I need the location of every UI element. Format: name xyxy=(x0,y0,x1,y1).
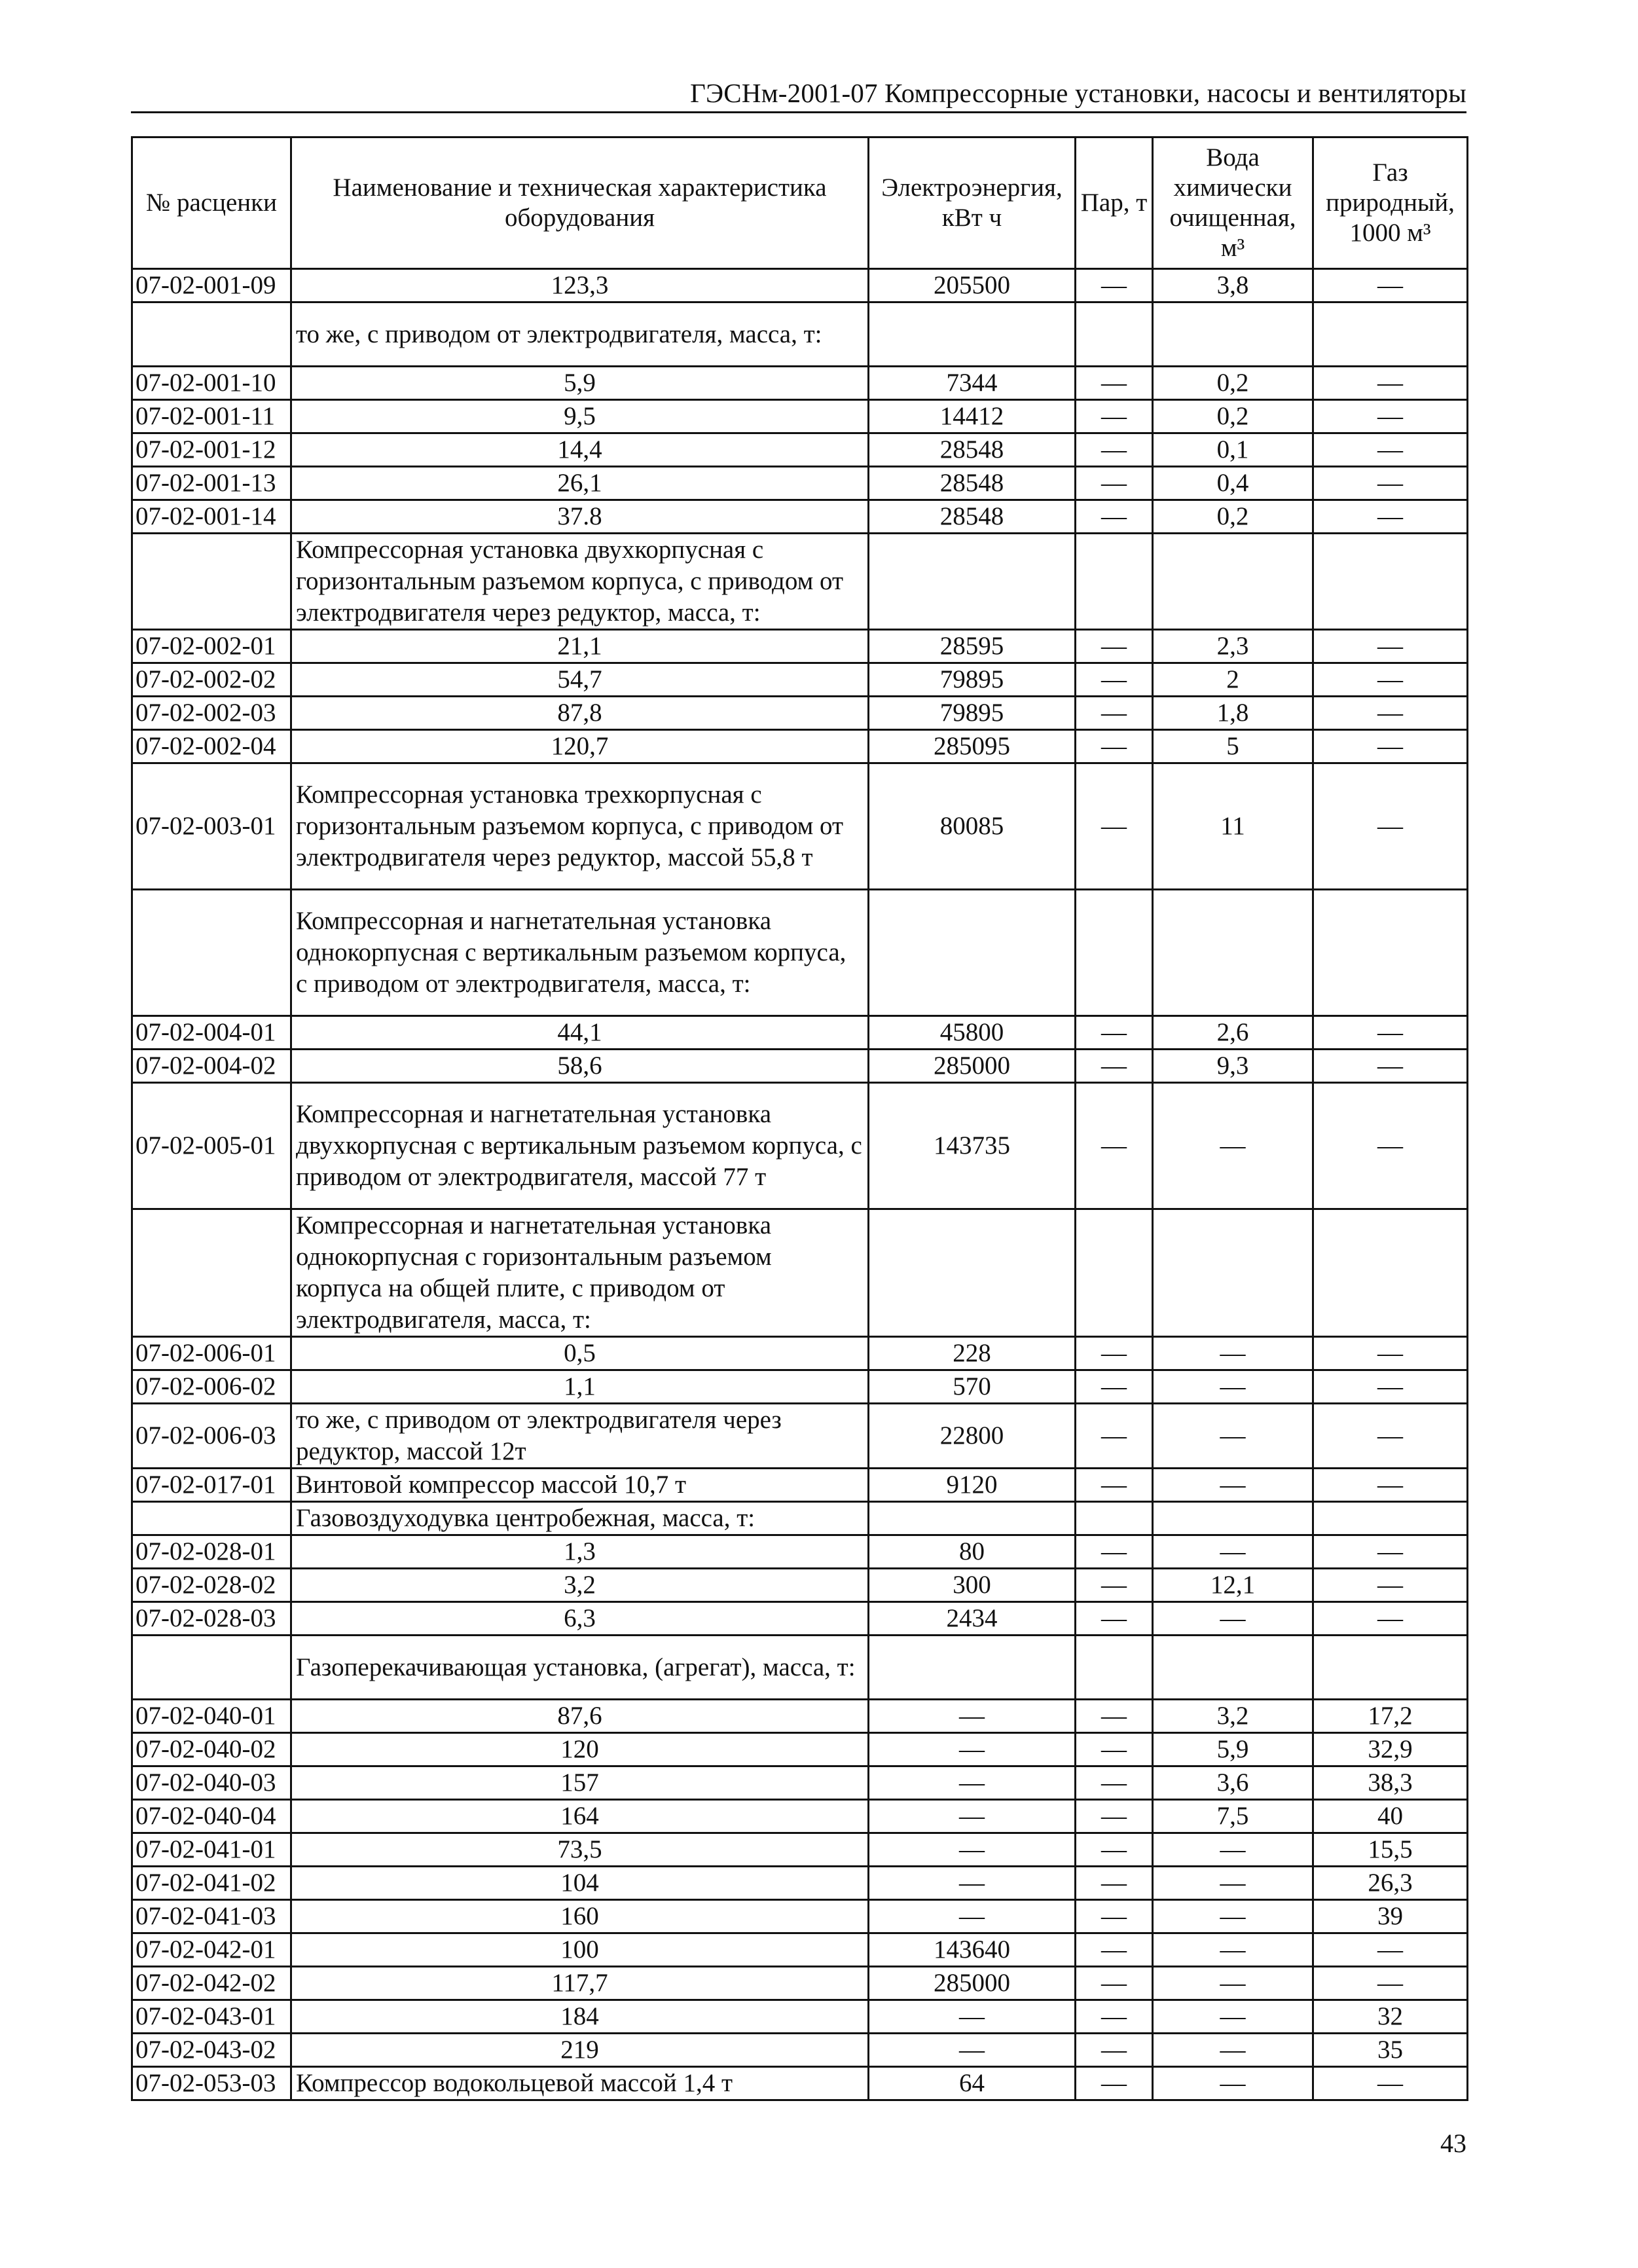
table-row xyxy=(132,433,1468,467)
cell-electricity: 28548 xyxy=(869,500,1076,534)
table-row xyxy=(132,1967,1468,2000)
cell-code: 07-02-017-01 xyxy=(132,1469,291,1502)
table-row xyxy=(132,1602,1468,1636)
table-row xyxy=(132,1502,1468,1535)
table-body xyxy=(132,269,1468,2100)
cell-water xyxy=(1153,302,1313,367)
cell-water: 12,1 xyxy=(1153,1569,1313,1602)
cell-water: 2 xyxy=(1153,663,1313,697)
cell-name: 184 xyxy=(291,2000,869,2034)
cell-steam: — xyxy=(1076,630,1153,663)
cell-water: — xyxy=(1153,2034,1313,2067)
cell-electricity: 64 xyxy=(869,2067,1076,2100)
cell-steam: — xyxy=(1076,1933,1153,1967)
cell-name: 54,7 xyxy=(291,663,869,697)
table-row xyxy=(132,2000,1468,2034)
cell-code xyxy=(132,534,291,630)
cell-steam: — xyxy=(1076,697,1153,730)
cell-steam: — xyxy=(1076,500,1153,534)
cell-code: 07-02-002-02 xyxy=(132,663,291,697)
cell-electricity: 79895 xyxy=(869,663,1076,697)
cell-gas: — xyxy=(1313,1050,1468,1083)
cell-name: 104 xyxy=(291,1867,869,1900)
table-row xyxy=(132,1569,1468,1602)
table-row xyxy=(132,2034,1468,2067)
cell-name: 123,3 xyxy=(291,269,869,302)
cell-name: 120 xyxy=(291,1733,869,1766)
cell-code: 07-02-028-02 xyxy=(132,1569,291,1602)
cell-steam: — xyxy=(1076,467,1153,500)
cell-water: — xyxy=(1153,2067,1313,2100)
cell-electricity: 80085 xyxy=(869,763,1076,890)
cell-water: 0,2 xyxy=(1153,500,1313,534)
cell-steam: — xyxy=(1076,1050,1153,1083)
cell-code: 07-02-040-04 xyxy=(132,1800,291,1833)
cell-gas: 40 xyxy=(1313,1800,1468,1833)
cell-name: 120,7 xyxy=(291,730,869,763)
cell-gas xyxy=(1313,1502,1468,1535)
cell-gas: — xyxy=(1313,467,1468,500)
cell-steam: — xyxy=(1076,763,1153,890)
cell-code: 07-02-003-01 xyxy=(132,763,291,890)
cell-gas: — xyxy=(1313,663,1468,697)
table-row xyxy=(132,1800,1468,1833)
cell-water: — xyxy=(1153,1900,1313,1933)
cell-code: 07-02-042-02 xyxy=(132,1967,291,2000)
cell-code: 07-02-004-02 xyxy=(132,1050,291,1083)
cell-water: — xyxy=(1153,2000,1313,2034)
cell-water: — xyxy=(1153,1337,1313,1370)
cell-steam: — xyxy=(1076,400,1153,433)
cell-gas xyxy=(1313,302,1468,367)
cell-name: 1,3 xyxy=(291,1535,869,1569)
cell-steam: — xyxy=(1076,1733,1153,1766)
cell-water: 3,6 xyxy=(1153,1766,1313,1800)
table-row xyxy=(132,890,1468,1016)
cell-water xyxy=(1153,890,1313,1016)
cell-steam: — xyxy=(1076,367,1153,400)
table-row xyxy=(132,1535,1468,1569)
table-row xyxy=(132,1867,1468,1900)
cell-code: 07-02-001-09 xyxy=(132,269,291,302)
cell-electricity: 14412 xyxy=(869,400,1076,433)
cell-name: 5,9 xyxy=(291,367,869,400)
cell-gas: — xyxy=(1313,763,1468,890)
col-header-name-label: Наименование и техническая характеристика оборудования xyxy=(333,174,827,232)
cell-electricity: — xyxy=(869,2000,1076,2034)
cell-water: 0,2 xyxy=(1153,367,1313,400)
cell-electricity: 45800 xyxy=(869,1016,1076,1050)
table-row xyxy=(132,1933,1468,1967)
cell-electricity: 80 xyxy=(869,1535,1076,1569)
cell-code: 07-02-041-02 xyxy=(132,1867,291,1900)
cell-name: 219 xyxy=(291,2034,869,2067)
cell-steam: — xyxy=(1076,1967,1153,2000)
cell-water: — xyxy=(1153,1833,1313,1867)
table-row xyxy=(132,1337,1468,1370)
header-rule xyxy=(131,111,1466,113)
cell-name: то же, с приводом от электродвигателя через редуктор, массой 12т xyxy=(291,1404,869,1469)
table-row xyxy=(132,534,1468,630)
cell-water: — xyxy=(1153,1469,1313,1502)
cell-gas: 15,5 xyxy=(1313,1833,1468,1867)
cell-gas: 38,3 xyxy=(1313,1766,1468,1800)
cell-gas xyxy=(1313,534,1468,630)
cell-code: 07-02-053-03 xyxy=(132,2067,291,2100)
cell-electricity: 285000 xyxy=(869,1050,1076,1083)
cell-gas: — xyxy=(1313,367,1468,400)
cell-steam: — xyxy=(1076,663,1153,697)
cell-code: 07-02-001-11 xyxy=(132,400,291,433)
cell-steam: — xyxy=(1076,1016,1153,1050)
cell-name: 26,1 xyxy=(291,467,869,500)
resource-table xyxy=(131,136,1468,2101)
table-header-row xyxy=(132,137,1468,269)
cell-code: 07-02-002-03 xyxy=(132,697,291,730)
table-row xyxy=(132,763,1468,890)
cell-gas: — xyxy=(1313,1404,1468,1469)
cell-electricity: — xyxy=(869,1833,1076,1867)
cell-electricity: 22800 xyxy=(869,1404,1076,1469)
cell-water: 2,3 xyxy=(1153,630,1313,663)
cell-code: 07-02-028-01 xyxy=(132,1535,291,1569)
cell-water: 1,8 xyxy=(1153,697,1313,730)
col-header-water-label: Вода химически очищенная, м³ xyxy=(1169,143,1296,262)
table-row xyxy=(132,1469,1468,1502)
cell-name: 160 xyxy=(291,1900,869,1933)
table-row xyxy=(132,730,1468,763)
cell-steam xyxy=(1076,302,1153,367)
cell-steam: — xyxy=(1076,1900,1153,1933)
cell-steam: — xyxy=(1076,1370,1153,1404)
cell-water: 3,8 xyxy=(1153,269,1313,302)
cell-gas: 32 xyxy=(1313,2000,1468,2034)
cell-steam xyxy=(1076,534,1153,630)
col-header-code xyxy=(132,137,291,269)
cell-steam: — xyxy=(1076,433,1153,467)
cell-electricity: 28548 xyxy=(869,433,1076,467)
cell-steam: — xyxy=(1076,1404,1153,1469)
cell-code: 07-02-028-03 xyxy=(132,1602,291,1636)
cell-name: 44,1 xyxy=(291,1016,869,1050)
cell-water: 5 xyxy=(1153,730,1313,763)
cell-electricity xyxy=(869,534,1076,630)
cell-gas: — xyxy=(1313,630,1468,663)
cell-gas: 32,9 xyxy=(1313,1733,1468,1766)
cell-name: то же, с приводом от электродвигателя, масса, т: xyxy=(291,302,869,367)
cell-steam xyxy=(1076,1502,1153,1535)
cell-name: 164 xyxy=(291,1800,869,1833)
cell-code xyxy=(132,1502,291,1535)
cell-steam: — xyxy=(1076,1700,1153,1733)
cell-code: 07-02-043-02 xyxy=(132,2034,291,2067)
cell-name: Компрессорная и нагнетательная установка двухкорпусная с вертикальным разъемом корпуса, с приводом от электродвигателя, массой 77 т xyxy=(291,1083,869,1209)
cell-gas: 39 xyxy=(1313,1900,1468,1933)
table-row xyxy=(132,367,1468,400)
cell-electricity xyxy=(869,1636,1076,1700)
page-number: 43 xyxy=(1440,2129,1466,2158)
cell-water: 11 xyxy=(1153,763,1313,890)
cell-electricity: — xyxy=(869,1700,1076,1733)
cell-code: 07-02-006-03 xyxy=(132,1404,291,1469)
cell-name: 6,3 xyxy=(291,1602,869,1636)
cell-steam: — xyxy=(1076,1469,1153,1502)
cell-gas: — xyxy=(1313,697,1468,730)
cell-water: 5,9 xyxy=(1153,1733,1313,1766)
cell-water: — xyxy=(1153,1933,1313,1967)
col-header-name xyxy=(291,137,869,269)
cell-name: 1,1 xyxy=(291,1370,869,1404)
cell-code: 07-02-041-03 xyxy=(132,1900,291,1933)
cell-gas: — xyxy=(1313,1016,1468,1050)
cell-code: 07-02-042-01 xyxy=(132,1933,291,1967)
cell-code: 07-02-043-01 xyxy=(132,2000,291,2034)
cell-electricity: — xyxy=(869,1800,1076,1833)
cell-code: 07-02-001-14 xyxy=(132,500,291,534)
cell-water: 0,1 xyxy=(1153,433,1313,467)
cell-gas xyxy=(1313,1209,1468,1337)
cell-electricity: 285000 xyxy=(869,1967,1076,2000)
cell-gas xyxy=(1313,890,1468,1016)
col-header-steam xyxy=(1076,137,1153,269)
cell-electricity: 9120 xyxy=(869,1469,1076,1502)
cell-electricity: — xyxy=(869,1766,1076,1800)
cell-electricity: — xyxy=(869,1900,1076,1933)
table-row xyxy=(132,467,1468,500)
cell-steam xyxy=(1076,890,1153,1016)
cell-water: — xyxy=(1153,1602,1313,1636)
cell-name: Винтовой компрессор массой 10,7 т xyxy=(291,1469,869,1502)
table-row xyxy=(132,1636,1468,1700)
cell-steam: — xyxy=(1076,2000,1153,2034)
cell-gas: 26,3 xyxy=(1313,1867,1468,1900)
cell-name: Компрессорная установка двухкорпусная с горизонтальным разъемом корпуса, с приводом от электродвигателя через редуктор, масса, т: xyxy=(291,534,869,630)
cell-name: 9,5 xyxy=(291,400,869,433)
table-row xyxy=(132,1833,1468,1867)
cell-electricity: — xyxy=(869,2034,1076,2067)
cell-steam: — xyxy=(1076,1800,1153,1833)
cell-gas: — xyxy=(1313,269,1468,302)
col-header-water xyxy=(1153,137,1313,269)
cell-electricity: 570 xyxy=(869,1370,1076,1404)
col-header-gas xyxy=(1313,137,1468,269)
table-row xyxy=(132,1050,1468,1083)
col-header-electricity xyxy=(869,137,1076,269)
cell-electricity: 285095 xyxy=(869,730,1076,763)
cell-code xyxy=(132,1636,291,1700)
cell-water: 2,6 xyxy=(1153,1016,1313,1050)
cell-name: Компрессорная и нагнетательная установка однокорпусная с вертикальным разъемом корпуса, с приводом от электродвигателя, масса, т: xyxy=(291,890,869,1016)
cell-name: Компрессорная установка трехкорпусная с горизонтальным разъемом корпуса, с приводом от электродвигателя через редуктор, массой 55,8 т xyxy=(291,763,869,890)
cell-code: 07-02-001-12 xyxy=(132,433,291,467)
cell-electricity: 228 xyxy=(869,1337,1076,1370)
cell-steam: — xyxy=(1076,1535,1153,1569)
cell-electricity: — xyxy=(869,1867,1076,1900)
table-row xyxy=(132,400,1468,433)
cell-electricity: 28548 xyxy=(869,467,1076,500)
cell-code: 07-02-002-04 xyxy=(132,730,291,763)
cell-gas: — xyxy=(1313,2067,1468,2100)
page-header: ГЭСНм-2001-07 Компрессорные установки, насосы и вентиляторы xyxy=(690,78,1466,108)
col-header-code-label: № расценки xyxy=(146,189,277,217)
cell-steam: — xyxy=(1076,2067,1153,2100)
cell-water: 3,2 xyxy=(1153,1700,1313,1733)
cell-name: 58,6 xyxy=(291,1050,869,1083)
cell-gas: 17,2 xyxy=(1313,1700,1468,1733)
cell-code: 07-02-002-01 xyxy=(132,630,291,663)
cell-name: 87,6 xyxy=(291,1700,869,1733)
cell-gas: — xyxy=(1313,1370,1468,1404)
cell-name: Компрессорная и нагнетательная установка однокорпусная с горизонтальным разъемом корпуса на общей плите, с приводом от электродвигателя, масса, т: xyxy=(291,1209,869,1337)
table-row xyxy=(132,1209,1468,1337)
cell-water: — xyxy=(1153,1967,1313,2000)
cell-steam: — xyxy=(1076,1602,1153,1636)
table-row xyxy=(132,663,1468,697)
table-row xyxy=(132,1083,1468,1209)
col-header-gas-label: Газ природный, 1000 м³ xyxy=(1326,158,1455,247)
cell-steam: — xyxy=(1076,2034,1153,2067)
cell-electricity: 7344 xyxy=(869,367,1076,400)
col-header-steam-label: Пар, т xyxy=(1080,189,1148,217)
cell-gas: — xyxy=(1313,1933,1468,1967)
cell-name: 73,5 xyxy=(291,1833,869,1867)
table-row xyxy=(132,1404,1468,1469)
cell-water: 9,3 xyxy=(1153,1050,1313,1083)
cell-electricity: 79895 xyxy=(869,697,1076,730)
cell-electricity: 205500 xyxy=(869,269,1076,302)
cell-name: 14,4 xyxy=(291,433,869,467)
cell-name: 21,1 xyxy=(291,630,869,663)
cell-code: 07-02-001-13 xyxy=(132,467,291,500)
cell-water xyxy=(1153,1636,1313,1700)
cell-steam: — xyxy=(1076,1083,1153,1209)
cell-gas: — xyxy=(1313,500,1468,534)
cell-gas: — xyxy=(1313,400,1468,433)
cell-water: 0,4 xyxy=(1153,467,1313,500)
cell-steam: — xyxy=(1076,269,1153,302)
table-row xyxy=(132,269,1468,302)
cell-code: 07-02-004-01 xyxy=(132,1016,291,1050)
table-row xyxy=(132,1016,1468,1050)
table-row xyxy=(132,1370,1468,1404)
cell-water: — xyxy=(1153,1083,1313,1209)
cell-water xyxy=(1153,1502,1313,1535)
cell-water: — xyxy=(1153,1404,1313,1469)
cell-gas: — xyxy=(1313,730,1468,763)
cell-code xyxy=(132,302,291,367)
cell-electricity xyxy=(869,302,1076,367)
cell-electricity xyxy=(869,890,1076,1016)
cell-steam: — xyxy=(1076,1867,1153,1900)
cell-name: Компрессор водокольцевой массой 1,4 т xyxy=(291,2067,869,2100)
cell-name: 87,8 xyxy=(291,697,869,730)
cell-code: 07-02-041-01 xyxy=(132,1833,291,1867)
cell-code: 07-02-005-01 xyxy=(132,1083,291,1209)
table-row xyxy=(132,697,1468,730)
cell-name: 3,2 xyxy=(291,1569,869,1602)
cell-gas: — xyxy=(1313,1083,1468,1209)
cell-steam: — xyxy=(1076,1569,1153,1602)
cell-gas xyxy=(1313,1636,1468,1700)
cell-code: 07-02-040-01 xyxy=(132,1700,291,1733)
cell-code: 07-02-040-02 xyxy=(132,1733,291,1766)
cell-gas: — xyxy=(1313,1469,1468,1502)
table-row xyxy=(132,1700,1468,1733)
cell-code xyxy=(132,1209,291,1337)
cell-name: 0,5 xyxy=(291,1337,869,1370)
cell-electricity: 143735 xyxy=(869,1083,1076,1209)
cell-electricity: — xyxy=(869,1733,1076,1766)
cell-gas: — xyxy=(1313,1569,1468,1602)
cell-gas: — xyxy=(1313,1337,1468,1370)
cell-name: 157 xyxy=(291,1766,869,1800)
cell-code: 07-02-006-01 xyxy=(132,1337,291,1370)
cell-electricity: 2434 xyxy=(869,1602,1076,1636)
cell-water xyxy=(1153,1209,1313,1337)
cell-water: — xyxy=(1153,1370,1313,1404)
cell-code: 07-02-001-10 xyxy=(132,367,291,400)
cell-name: Газовоздуходувка центробежная, масса, т: xyxy=(291,1502,869,1535)
cell-steam: — xyxy=(1076,1337,1153,1370)
cell-gas: 35 xyxy=(1313,2034,1468,2067)
table-row xyxy=(132,2067,1468,2100)
table-row xyxy=(132,1733,1468,1766)
cell-steam xyxy=(1076,1209,1153,1337)
table-row xyxy=(132,1766,1468,1800)
col-header-electricity-label: Электроэнергия, кВт ч xyxy=(881,174,1063,232)
cell-water: — xyxy=(1153,1535,1313,1569)
table-row xyxy=(132,500,1468,534)
cell-code: 07-02-040-03 xyxy=(132,1766,291,1800)
cell-electricity xyxy=(869,1502,1076,1535)
cell-code: 07-02-006-02 xyxy=(132,1370,291,1404)
cell-name: 37.8 xyxy=(291,500,869,534)
cell-gas: — xyxy=(1313,1602,1468,1636)
cell-water: — xyxy=(1153,1867,1313,1900)
cell-electricity: 28595 xyxy=(869,630,1076,663)
cell-gas: — xyxy=(1313,1967,1468,2000)
cell-water: 7,5 xyxy=(1153,1800,1313,1833)
cell-code xyxy=(132,890,291,1016)
cell-name: 117,7 xyxy=(291,1967,869,2000)
cell-steam xyxy=(1076,1636,1153,1700)
cell-name: 100 xyxy=(291,1933,869,1967)
cell-steam: — xyxy=(1076,1766,1153,1800)
cell-electricity: 300 xyxy=(869,1569,1076,1602)
cell-electricity xyxy=(869,1209,1076,1337)
table-row xyxy=(132,1900,1468,1933)
cell-electricity: 143640 xyxy=(869,1933,1076,1967)
cell-steam: — xyxy=(1076,730,1153,763)
cell-name: Газоперекачивающая установка, (агрегат), масса, т: xyxy=(291,1636,869,1700)
cell-water: 0,2 xyxy=(1153,400,1313,433)
cell-gas: — xyxy=(1313,433,1468,467)
cell-steam: — xyxy=(1076,1833,1153,1867)
table-row xyxy=(132,630,1468,663)
cell-water xyxy=(1153,534,1313,630)
table-row xyxy=(132,302,1468,367)
cell-gas: — xyxy=(1313,1535,1468,1569)
